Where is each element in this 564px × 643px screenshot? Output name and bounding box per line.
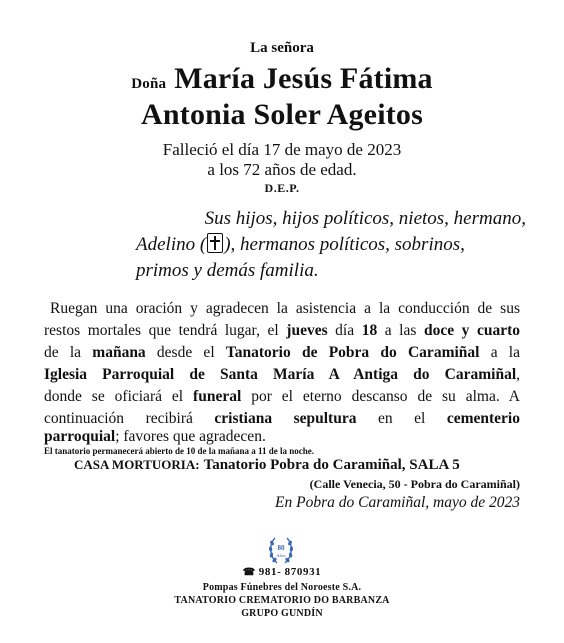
family-line-1: Sus hijos, hijos políticos, nietos, hermano, (204, 208, 526, 229)
body-bold: funeral (193, 388, 242, 405)
name-first-part: María Jesús Fátima (174, 62, 433, 95)
body-bold: cristiana sepultura (214, 410, 357, 427)
company-name: Pompas Fúnebres del Noroeste S.A. (202, 582, 362, 593)
body-text: en el (356, 410, 447, 427)
body-bold: parroquial (44, 428, 116, 445)
casa-mortuoria-value: Tanatorio Pobra do Caramiñal, SALA 5 (203, 457, 460, 473)
cross-icon (207, 233, 223, 253)
intro-label: La señora (250, 40, 314, 56)
family-line-2 (136, 232, 526, 258)
body-bold: mañana (92, 344, 146, 361)
casa-mortuoria-address: (Calle Venecia, 50 - Pobra do Caramiñal) (309, 477, 520, 491)
company-group: GRUPO GUNDÍN (241, 608, 323, 619)
company-tanatorio: TANATORIO CREMATORIO DO BARBANZA (174, 595, 390, 606)
body-bold: Iglesia Parroquial de Santa María A Antiga do Caramiñal (44, 366, 517, 383)
body-line-3 (44, 342, 520, 364)
place-and-date: En Pobra do Caramiñal, mayo de 2023 (275, 494, 520, 511)
body-text: por el eterno descanso de su alma. A (241, 388, 520, 405)
title-dona: Doña (131, 76, 167, 92)
body-text: , (516, 366, 520, 383)
age-at-death: a los 72 años de edad. (207, 160, 357, 179)
laurel-logo-icon (267, 534, 295, 568)
deceased-name-line1 (0, 62, 564, 96)
body-text: a las (377, 322, 424, 339)
family-line-2-start: Adelino ( (136, 234, 207, 255)
body-text: restos mortales que tendrá lugar, el (44, 322, 287, 339)
death-date: Falleció el día 17 de mayo de 2023 (162, 140, 402, 159)
logo-number: 80 (277, 544, 285, 552)
body-text: ; favores que agradecen. (115, 428, 266, 445)
body-line-2 (44, 320, 520, 342)
family-line-2-end: ), hermanos políticos, sobrinos, (224, 234, 465, 255)
body-bold: Tanatorio de Pobra do Caramiñal (225, 344, 480, 361)
body-bold: doce y cuarto (423, 322, 521, 339)
body-text: día (327, 322, 362, 339)
body-text: donde se oficiará el (44, 388, 194, 405)
body-text: de la (44, 344, 93, 361)
body-text: a la (479, 344, 520, 361)
body-bold: 18 (361, 322, 378, 339)
body-text: continuación recibirá (44, 410, 215, 427)
body-line-1: Ruegan una oración y agradecen la asistencia a la conducción de sus (50, 300, 520, 317)
tanatorio-hours-note: El tanatorio permanecerá abierto de 10 de la mañana a 11 de la noche. (44, 446, 314, 456)
body-line-5 (44, 386, 520, 408)
dep-label: D.E.P. (264, 181, 300, 195)
body-bold: jueves (286, 322, 328, 339)
phone-icon: ☎ (242, 567, 256, 578)
phone-line (0, 566, 564, 578)
body-line-4 (44, 364, 520, 386)
casa-mortuoria-label: CASA MORTUORIA: (74, 457, 200, 472)
deceased-name-line2: Antonia Soler Ageitos (141, 98, 423, 131)
casa-mortuoria (74, 457, 460, 474)
body-line-7 (44, 426, 520, 448)
body-bold: cementerio (446, 410, 520, 427)
body-text: desde el (145, 344, 226, 361)
family-line-3: primos y demás familia. (136, 260, 319, 281)
logo-word: Años (276, 553, 286, 558)
phone-number: 981- 870931 (258, 566, 322, 578)
